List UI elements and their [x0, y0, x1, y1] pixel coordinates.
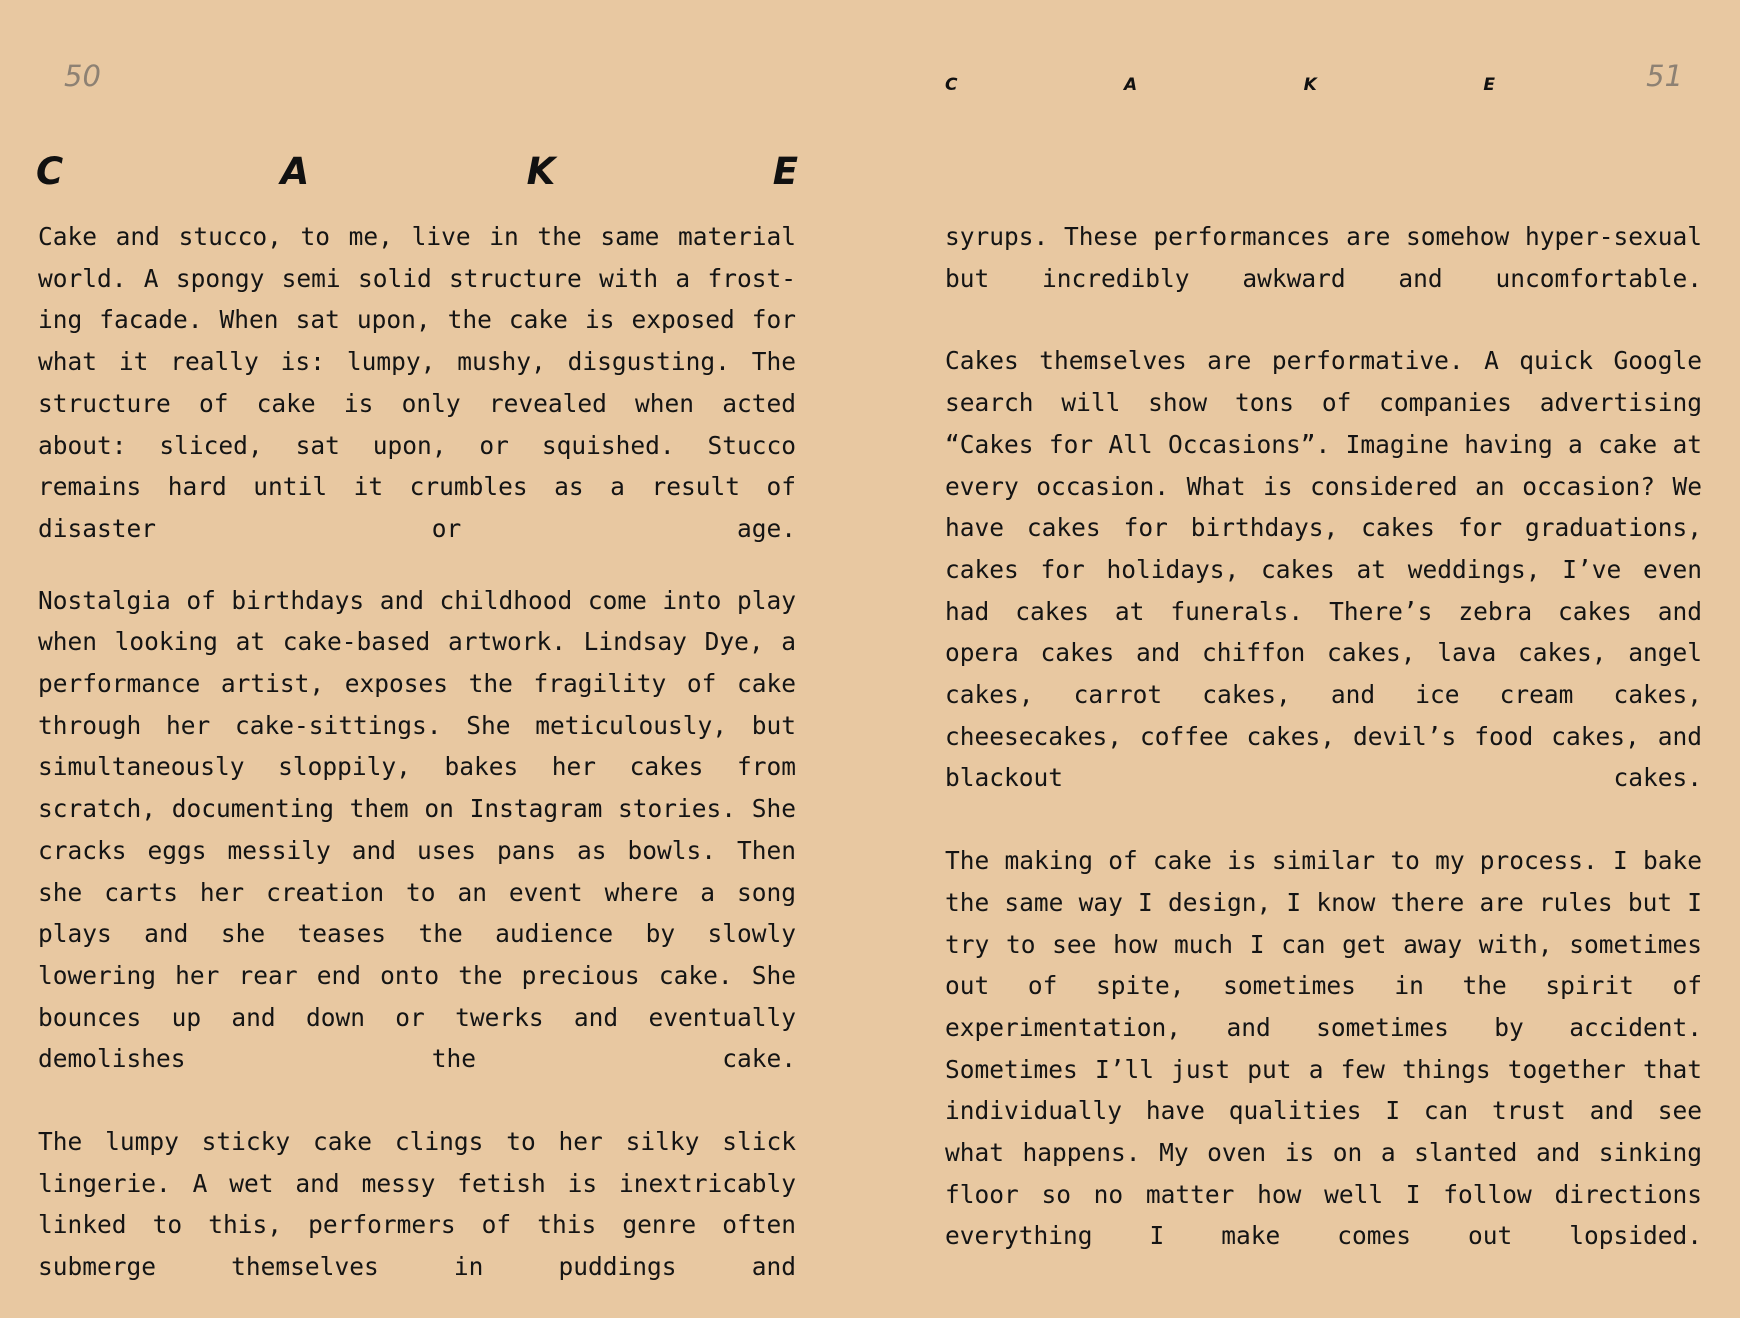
chapter-title — [36, 150, 798, 193]
running-head-letter: K — [1303, 75, 1317, 95]
paragraph: The making of cake is similar to my process. I bake the same way I design, I know there are rules but I try to see how much I can get away with, sometimes out of spite, sometimes in the spirit of experimentation, and sometimes by accident. Sometimes I’ll just put a few things together that individually have qualities I can trust and see what happens. My oven is on a slanted and sinking floor so no matter how well I follow directions everything I make comes out lopsided. — [945, 846, 1702, 1251]
running-head-letter: E — [1483, 75, 1495, 95]
running-head-letter: C — [945, 75, 958, 95]
paragraph: The lumpy sticky cake clings to her silky slick lingerie. A wet and messy fetish is inextricably linked to this, performers of this genre often submerge themselves in puddings and — [38, 1127, 796, 1282]
page-number-left: 50 — [64, 59, 101, 93]
page-number-right: 51 — [1646, 59, 1683, 93]
paragraph: Cake and stucco, to me, live in the same material world. A spongy semi solid structure with a frosting facade. When sat upon, the cake is exposed for what it really is: lumpy, mushy, disgusting. The structure of cake is only revealed when acted about: sliced, sat upon, or squished. Stucco remains hard until it crumbles as a result of disaster or age. — [38, 222, 796, 543]
title-letter: K — [526, 150, 556, 193]
title-letter: A — [280, 150, 310, 193]
left-page — [0, 0, 870, 1282]
right-text-column — [945, 216, 1702, 1287]
title-letter: E — [772, 150, 798, 193]
running-head-letter: A — [1123, 75, 1138, 95]
paragraph: syrups. These performances are somehow hyper-sexual but incredibly awkward and uncomfortable. — [945, 222, 1702, 293]
right-page — [870, 0, 1740, 1251]
paragraph: Nostalgia of birthdays and childhood come into play when looking at cake-based artwork. Lindsay Dye, a performance artist, exposes the fragility of cake through her cake-sittings. She meticulously, but simultaneously sloppily, bakes her cakes from scratch, documenting them on Instagram stories. She cracks eggs messily and uses pans as bowls. Then she carts her creation to an event where a song plays and she teases the audience by slowly lowering her rear end onto the precious cake. She bounces up and down or twerks and eventually demolishes the cake. — [38, 585, 796, 1074]
paragraph: Cakes themselves are performative. A quick Google search will show tons of companies advertising “Cakes for All Occasions”. Imagine having a cake at every occasion. What is considered an occasion? We have cakes for birthdays, cakes for graduations, cakes for holidays, cakes at weddings, I’ve even had cakes at funerals. There’s zebra cakes and opera cakes and chiffon cakes, lava cakes, angel cakes, carrot cakes, and ice cream cakes, cheesecakes, coffee cakes, devil’s food cakes, and blackout cakes. — [945, 346, 1702, 793]
running-head — [945, 77, 1495, 94]
title-letter: C — [36, 150, 64, 193]
left-text-column — [38, 216, 796, 1318]
